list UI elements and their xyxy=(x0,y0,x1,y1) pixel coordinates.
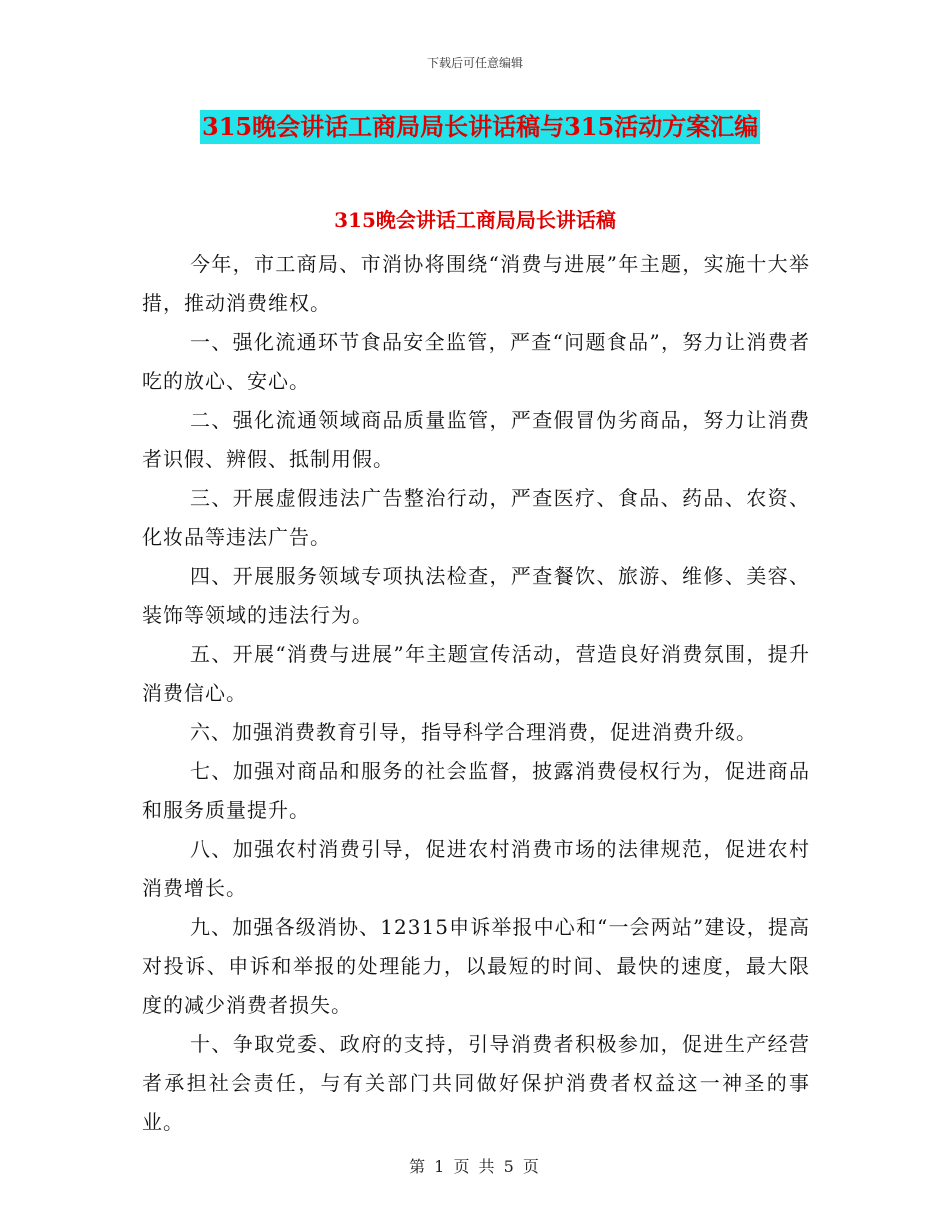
paragraph: 六、加强消费教育引导，指导科学合理消费，促进消费升级。 xyxy=(190,720,757,744)
document-title: 315晚会讲话工商局局长讲话稿与315活动方案汇编 xyxy=(200,110,760,144)
paragraph: 九、加强各级消协、12315申诉举报中心和“一会两站”建设，提高对投诉、申诉和举报的处理能力，以最短的时间、最快的速度，最大限度的减少消费者损失。 xyxy=(142,915,810,1017)
paragraph: 五、开展“消费与进展”年主题宣传活动，营造良好消费氛围，提升消费信心。 xyxy=(142,642,810,705)
paragraph: 八、加强农村消费引导，促进农村消费市场的法律规范，促进农村消费增长。 xyxy=(142,837,810,900)
paragraph: 今年，市工商局、市消协将围绕“消费与进展”年主题，实施十大举措，推动消费维权。 xyxy=(142,252,810,315)
paragraph: 三、开展虚假违法广告整治行动，严查医疗、食品、药品、农资、化妆品等违法广告。 xyxy=(142,486,810,549)
page-number: 第 1 页 共 5 页 xyxy=(409,1157,541,1176)
section-title: 315晚会讲话工商局局长讲话稿 xyxy=(334,208,616,232)
body-text xyxy=(142,245,810,1142)
paragraph: 四、开展服务领域专项执法检查，严查餐饮、旅游、维修、美容、装饰等领域的违法行为。 xyxy=(142,564,810,627)
paragraph: 十、争取党委、政府的支持，引导消费者积极参加，促进生产经营者承担社会责任，与有关部门共同做好保护消费者权益这一神圣的事业。 xyxy=(142,1032,810,1134)
paragraph: 七、加强对商品和服务的社会监督，披露消费侵权行为，促进商品和服务质量提升。 xyxy=(142,759,810,822)
header-note: 下载后可任意编辑 xyxy=(426,56,523,70)
paragraph: 一、强化流通环节食品安全监管，严查“问题食品”，努力让消费者吃的放心、安心。 xyxy=(142,330,810,393)
paragraph: 二、强化流通领域商品质量监管，严查假冒伪劣商品，努力让消费者识假、辨假、抵制用假。 xyxy=(142,408,810,471)
